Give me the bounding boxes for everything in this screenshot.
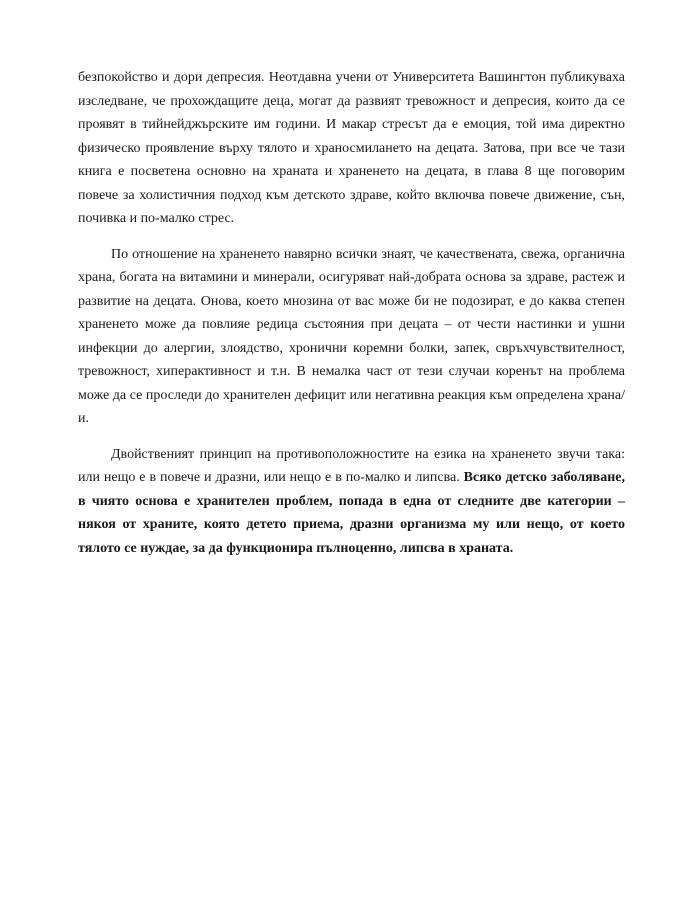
paragraph-2 [78, 243, 625, 431]
paragraph-1 [78, 66, 625, 231]
paragraph-2-text: По отношение на храненето навярно всички знаят, че качествената, свежа, органична храна, богата на витамини и минерали, осигуряват най-добрата основа за здраве, растеж и развитие на децата. Онова, което мнозина от вас може би не подозират, е до каква степен храненето може да повлияе редица състояния при децата – от чести настинки и ушни инфекции до алергии, злоядство, хронични коремни болки, запек, свръхчувствителност, тревожност, хиперактивност и т.н. В немалка част от тези случаи коренът на проблема може да се проследи до хранителен дефицит или негативна реакция към определена храна/и. [78, 246, 625, 426]
paragraph-3-text: Двойственият принцип на противоположностите на езика на храненето звучи така: или нещо е в повече и дразни, или нещо е в по-малко и липсва. [78, 446, 625, 485]
paragraph-1-text: безпокойство и дори депресия. Неотдавна учени от Университета Вашингтон публикуваха изследване, че прохождащите деца, могат да развият тревожност и депресия, които да се проявят в тийнейджърските им години. И макар стресът да е емоция, той има директно физическо проявление върху тялото и храносмилането на децата. Затова, при все че тази книга е посветена основно на храната и храненето на децата, в глава 8 ще поговорим повече за холистичния подход към детското здраве, който включва повече движение, сън, почивка и по-малко стрес. [78, 70, 625, 226]
paragraph-3-bold-text: Всяко детско заболяване, в чиято основа е хранителен проблем, попада в една от следните две категории – някоя от храните, която детето приема, дразни организма му или нещо, от което тялото се нуждае, за да функционира пълноценно, липсва в храната. [78, 470, 625, 556]
body-text [78, 66, 625, 572]
paragraph-3 [78, 443, 625, 561]
